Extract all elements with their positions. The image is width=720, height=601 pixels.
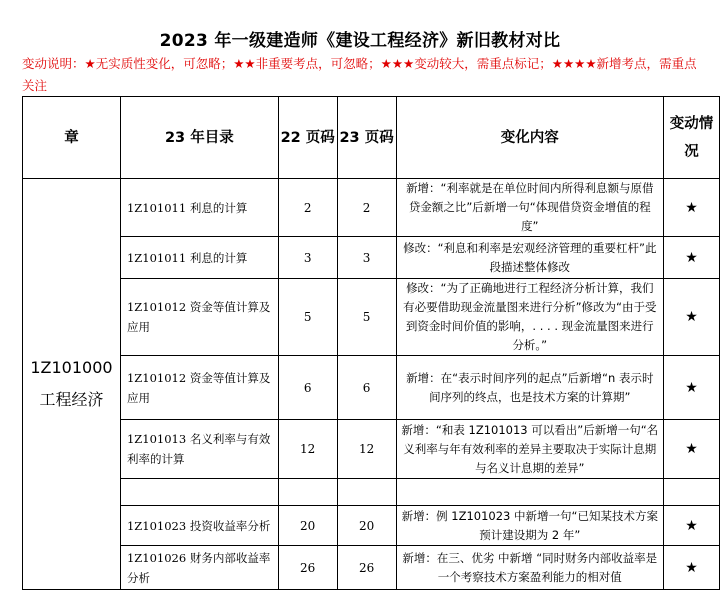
rating-cell: ★ (664, 506, 720, 546)
page22-cell: 12 (278, 420, 337, 479)
toc-cell: 1Z101011 利息的计算 (120, 237, 278, 279)
change-legend: 变动说明：★无实质性变化，可忽略；★★非重要考点，可忽略；★★★变动较大，需重点标记；★★★★新增考点，需重点关注 (22, 56, 697, 93)
rating-cell: ★ (664, 179, 720, 237)
header-rating: 变动情况 (664, 97, 720, 179)
header-change: 变化内容 (396, 97, 664, 179)
header-row (23, 97, 720, 179)
page22-cell: 20 (278, 506, 337, 546)
header-page-22: 22 页码 (278, 97, 337, 179)
change-cell: 新增：“利率就是在单位时间内所得利息额与原借贷金额之比”后新增一句“体现借贷资金增值的程度” (396, 179, 664, 237)
table-row (23, 279, 720, 356)
page22-cell: 3 (278, 237, 337, 279)
change-cell: 新增：例 1Z101023 中新增一句“已知某技术方案预计建设期为 2 年” (396, 506, 664, 546)
toc-cell: 1Z101023 投资收益率分析 (120, 506, 278, 546)
table-row (23, 506, 720, 546)
header-toc: 23 年目录 (120, 97, 278, 179)
page23-cell: 26 (337, 546, 396, 590)
toc-cell: 1Z101012 资金等值计算及应用 (120, 356, 278, 420)
page23-cell: 12 (337, 420, 396, 479)
page23-cell: 6 (337, 356, 396, 420)
change-cell: 修改：“为了正确地进行工程经济分析计算，我们有必要借助现金流量图来进行分析”修改为“由于受到资金时间价值的影响，. . . . 现金流量图来进行分析。” (396, 279, 664, 356)
table-row (23, 356, 720, 420)
page23-cell: 5 (337, 279, 396, 356)
page22-cell (278, 479, 337, 506)
table-row (23, 420, 720, 479)
header-chapter: 章 (23, 97, 121, 179)
page22-cell: 26 (278, 546, 337, 590)
toc-cell (120, 479, 278, 506)
page23-cell: 3 (337, 237, 396, 279)
rating-cell: ★ (664, 237, 720, 279)
toc-cell: 1Z101011 利息的计算 (120, 179, 278, 237)
page23-cell: 2 (337, 179, 396, 237)
rating-cell: ★ (664, 420, 720, 479)
table-row (23, 237, 720, 279)
page23-cell (337, 479, 396, 506)
rating-cell: ★ (664, 279, 720, 356)
header-page-23: 23 页码 (337, 97, 396, 179)
page22-cell: 5 (278, 279, 337, 356)
comparison-table (22, 96, 720, 590)
toc-cell: 1Z101026 财务内部收益率分析 (120, 546, 278, 590)
rating-cell: ★ (664, 356, 720, 420)
toc-cell: 1Z101012 资金等值计算及应用 (120, 279, 278, 356)
rating-cell (664, 479, 720, 506)
change-cell: 新增：在三、优劣 中新增 “同时财务内部收益率是一个考察技术方案盈利能力的相对值 (396, 546, 664, 590)
page22-cell: 6 (278, 356, 337, 420)
change-cell: 新增：在“表示时间序列的起点”后新增“n 表示时间序列的终点，也是技术方案的计算期” (396, 356, 664, 420)
change-cell: 修改：“利息和利率是宏观经济管理的重要杠杆”此段描述整体修改 (396, 237, 664, 279)
page22-cell: 2 (278, 179, 337, 237)
table-row (23, 479, 720, 506)
change-cell: 新增：“和表 1Z101013 可以看出”后新增一句“名义利率与年有效利率的差异主要取决于实际计息期与名义计息期的差异” (396, 420, 664, 479)
rating-cell: ★ (664, 546, 720, 590)
chapter-cell: 1Z101000 工程经济 (23, 179, 121, 590)
table-row (23, 546, 720, 590)
toc-cell: 1Z101013 名义利率与有效利率的计算 (120, 420, 278, 479)
table-row (23, 179, 720, 237)
document-title: 2023 年一级建造师《建设工程经济》新旧教材对比 (159, 31, 561, 51)
change-cell (396, 479, 664, 506)
page23-cell: 20 (337, 506, 396, 546)
